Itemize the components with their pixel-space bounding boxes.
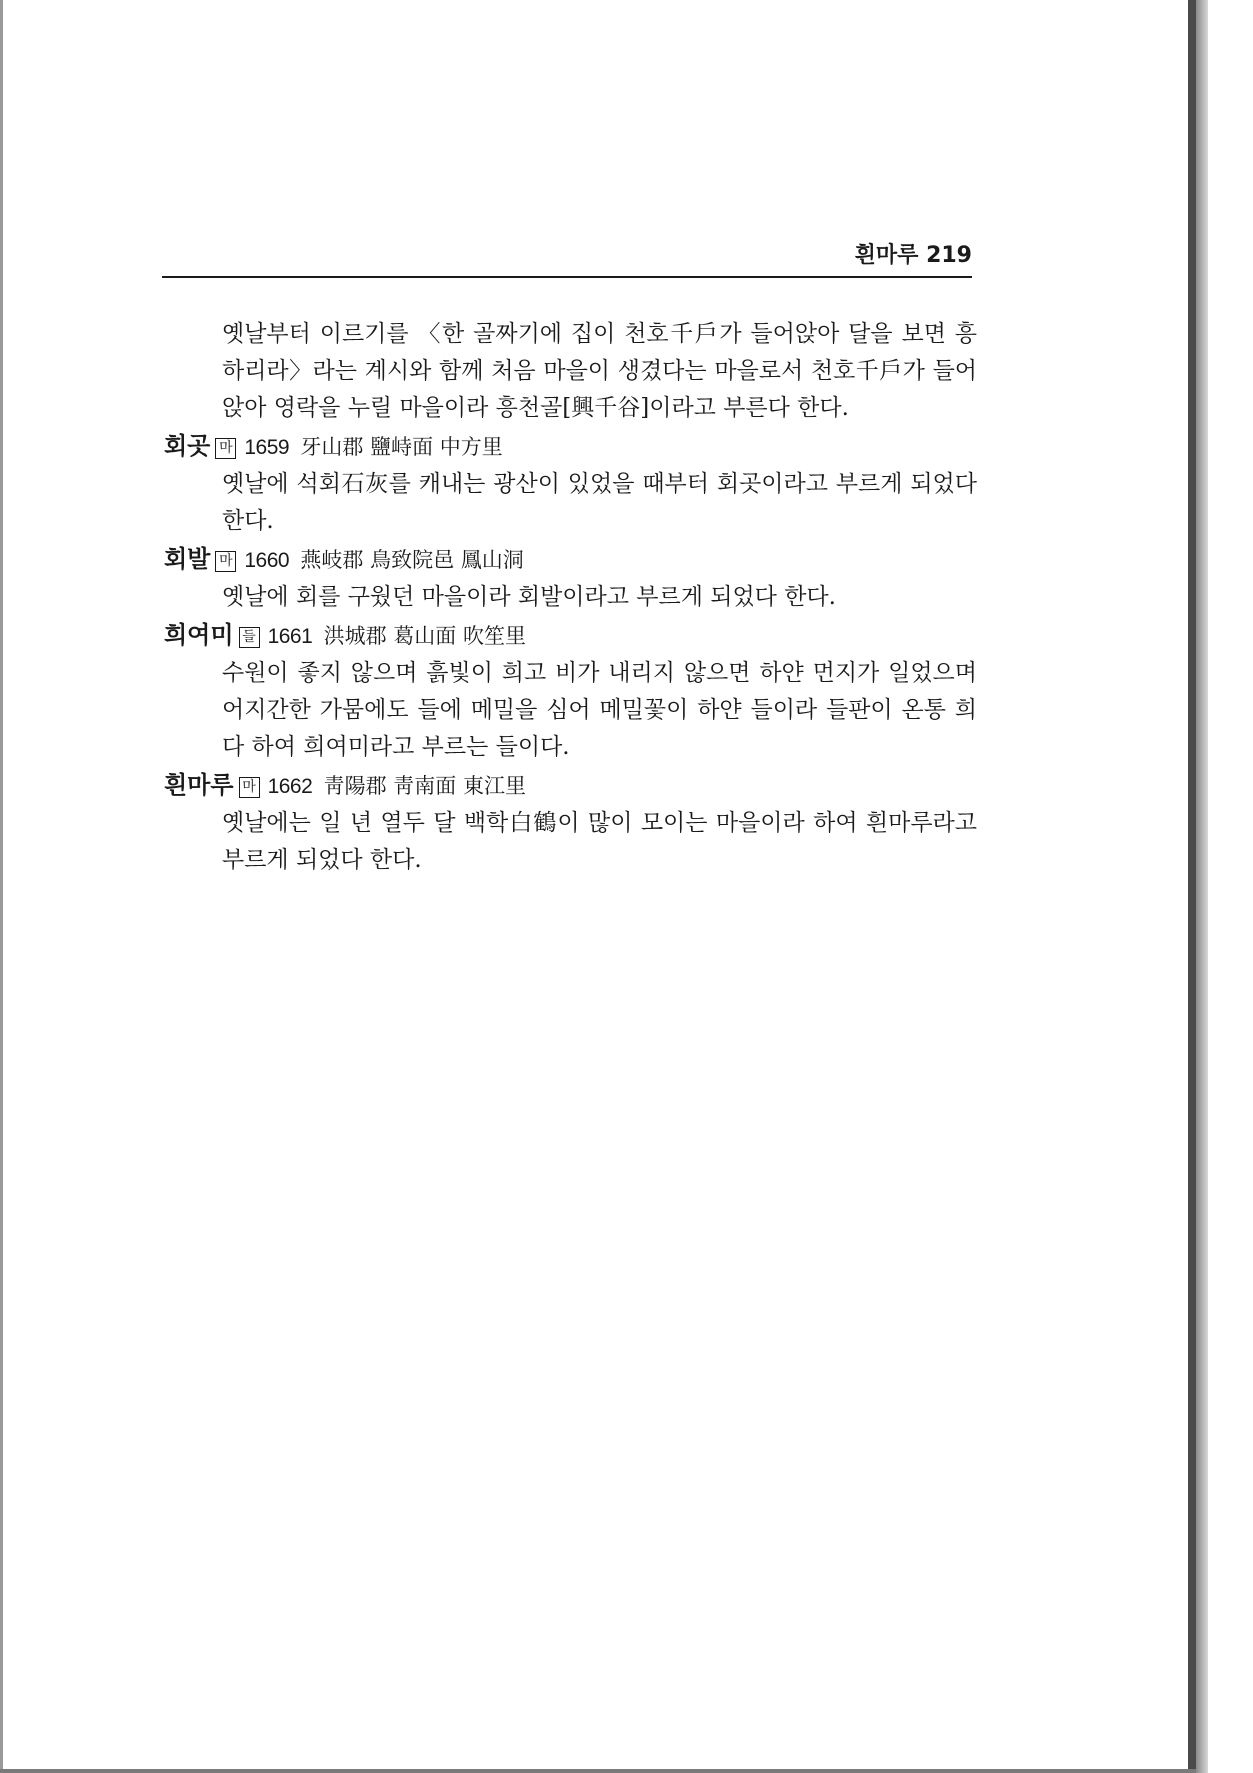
intro-paragraph: 옛날부터 이르기를 〈한 골짜기에 집이 천호千戶가 들어앉아 달을 보면 흥하리라〉라는 계시와 함께 처음 마을이 생겼다는 마을로서 천호千戶가 들어앉아 영락을 누릴 마을이라 흥천골[興千谷]이라고 부른다 한다.	[222, 321, 977, 421]
entry-number: 1662	[267, 775, 313, 798]
page-right-shadow	[1196, 0, 1208, 1773]
entry-category-badge: 마	[215, 551, 236, 572]
page-left-edge	[0, 0, 3, 1773]
page-bottom-edge	[0, 1769, 1196, 1773]
entry-text: 수원이 좋지 않으며 흙빛이 희고 비가 내리지 않으면 하얀 먼지가 일었으며 어지간한 가뭄에도 들에 메밀을 심어 메밀꽃이 하얀 들이라 들판이 온통 희다 하여 희여미라고 부르는 들이다.	[222, 660, 977, 760]
entry-name: 회곳	[164, 431, 211, 460]
entry-number: 1661	[267, 625, 313, 648]
entry-location: 牙山郡 鹽峙面 中方里	[300, 435, 503, 459]
entry-category-badge: 마	[215, 438, 236, 459]
entry-heading	[162, 427, 977, 466]
entry	[162, 766, 977, 879]
dictionary-content	[162, 316, 977, 879]
entry	[162, 540, 977, 616]
entry-heading	[162, 766, 977, 805]
entry-number: 1659	[244, 436, 290, 459]
entry-heading	[162, 540, 977, 579]
entry-name: 흰마루	[164, 770, 234, 799]
page-right-margin	[1208, 0, 1253, 1773]
page-right-border	[1188, 0, 1196, 1773]
entry-category-badge: 들	[239, 627, 260, 648]
entry	[162, 427, 977, 540]
entry-location: 燕岐郡 鳥致院邑 鳳山洞	[300, 548, 524, 572]
entry-name: 희여미	[164, 620, 234, 649]
entry-number: 1660	[244, 549, 290, 572]
entry-text: 옛날에 석회石灰를 캐내는 광산이 있었을 때부터 회곳이라고 부르게 되었다 한다.	[222, 471, 977, 534]
entry-text: 옛날에 회를 구웠던 마을이라 회발이라고 부르게 되었다 한다.	[222, 584, 836, 610]
running-head-text: 흰마루 219	[854, 243, 972, 268]
entry-category-badge: 마	[239, 777, 260, 798]
entry-location: 洪城郡 葛山面 吹笙里	[323, 624, 526, 648]
entry-location: 靑陽郡 靑南面 東江里	[323, 774, 526, 798]
running-head	[162, 232, 972, 278]
entry-name: 회발	[164, 544, 211, 573]
entry	[162, 616, 977, 766]
entry-heading	[162, 616, 977, 655]
entry-text: 옛날에는 일 년 열두 달 백학白鶴이 많이 모이는 마을이라 하여 흰마루라고 부르게 되었다 한다.	[222, 810, 977, 873]
